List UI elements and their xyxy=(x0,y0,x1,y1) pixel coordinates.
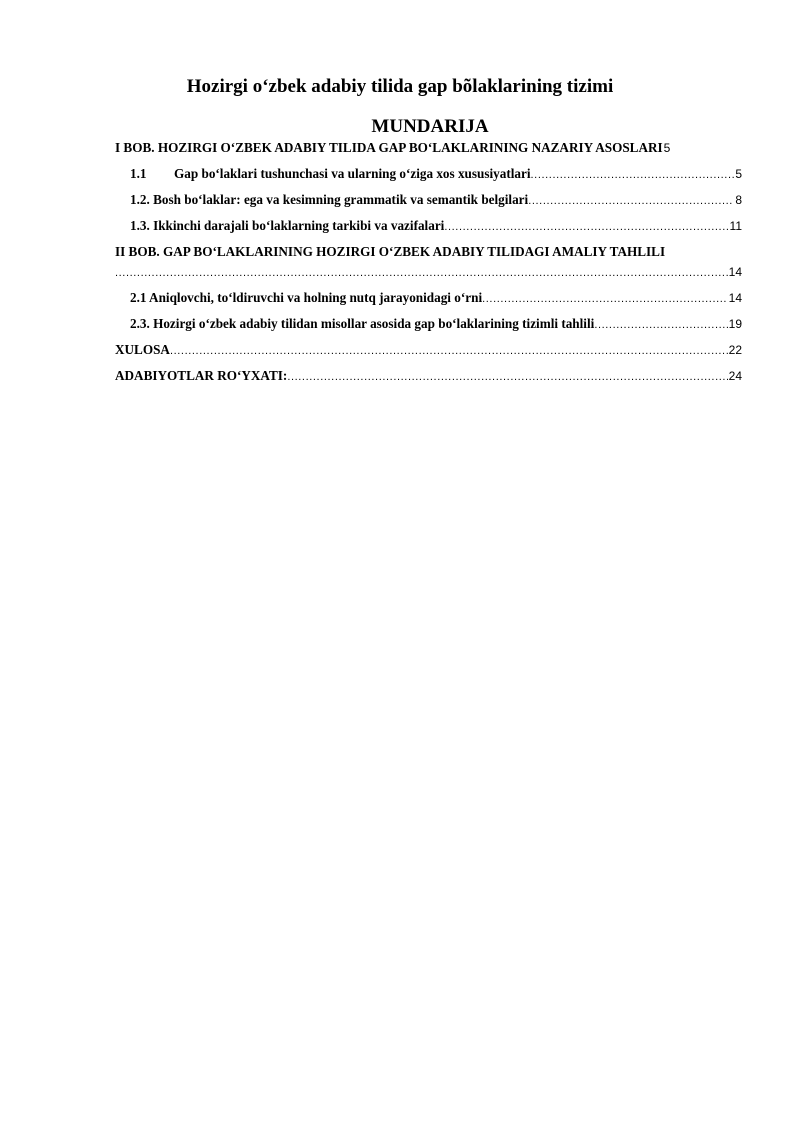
toc-entry-label: 1.3. Ikkinchi darajali boʻlaklarning tarkibi va vazifalari xyxy=(130,218,445,233)
toc-entry-page: 11 xyxy=(729,219,742,233)
toc-entry-label: Gap boʻlaklari tushunchasi va ularning oʻziga xos xususiyatlari xyxy=(174,166,531,181)
toc-dot-leader xyxy=(115,267,728,279)
toc-entry-references[interactable] xyxy=(115,368,742,384)
toc-entry-page: 24 xyxy=(728,369,742,383)
toc-entry-page: 5 xyxy=(663,141,671,155)
toc-entry-page: 22 xyxy=(728,343,742,357)
toc-dot-leader xyxy=(482,293,728,305)
toc-dot-leader xyxy=(444,221,728,233)
toc-entry-page: 8 xyxy=(735,193,742,207)
toc-entry-number: 1.1 xyxy=(130,166,147,181)
toc-entry-label: XULOSA xyxy=(115,342,170,357)
toc-entry-label: 2.1 Aniqlovchi, toʻldiruvchi va holning nutq jarayonidagi oʻrni xyxy=(130,290,483,305)
toc-dot-leader xyxy=(528,195,734,207)
toc-entry-page: 14 xyxy=(728,291,742,305)
toc-dot-leader xyxy=(170,345,728,357)
toc-entry-label: I BOB. HOZIRGI OʻZBEK ADABIY TILIDA GAP BOʻLAKLARINING NAZARIY ASOSLARI xyxy=(115,140,663,155)
toc-entry-label: II BOB. GAP BOʻLAKLARINING HOZIRGI OʻZBEK ADABIY TILIDAGI AMALIY TAHLILI xyxy=(115,244,666,259)
document-title: Hozirgi oʻzbek adabiy tilida gap bõlaklarining tizimi xyxy=(186,76,614,97)
toc-entry-section-2-1[interactable] xyxy=(130,290,742,306)
toc-entry-section-2-3[interactable] xyxy=(130,316,742,332)
toc-entry-label: 2.3. Hozirgi oʻzbek adabiy tilidan misollar asosida gap boʻlaklarining tizimli tahlili xyxy=(130,316,595,331)
toc-entry-conclusion[interactable] xyxy=(115,342,742,358)
toc-entry-page: 14 xyxy=(728,265,742,279)
toc-entry-page: 19 xyxy=(728,317,742,331)
toc-entry-label: ADABIYOTLAR ROʻYXATI: xyxy=(115,368,288,383)
toc-entry-chapter-1[interactable] xyxy=(115,140,742,156)
toc-dot-leader xyxy=(594,319,727,331)
toc-entry-section-1-3[interactable] xyxy=(130,218,742,234)
toc-entry-chapter-2[interactable] xyxy=(115,244,742,279)
toc-entry-page: 5 xyxy=(735,167,742,181)
toc-entry-section-1-2[interactable] xyxy=(130,192,742,208)
toc-dot-leader xyxy=(531,169,735,181)
toc-heading: MUNDARIJA xyxy=(371,116,489,137)
toc-entry-label: 1.2. Bosh boʻlaklar: ega va kesimning grammatik va semantik belgilari xyxy=(130,192,529,207)
toc-entry-section-1-1[interactable] xyxy=(130,166,742,182)
toc-dot-leader xyxy=(287,371,727,383)
